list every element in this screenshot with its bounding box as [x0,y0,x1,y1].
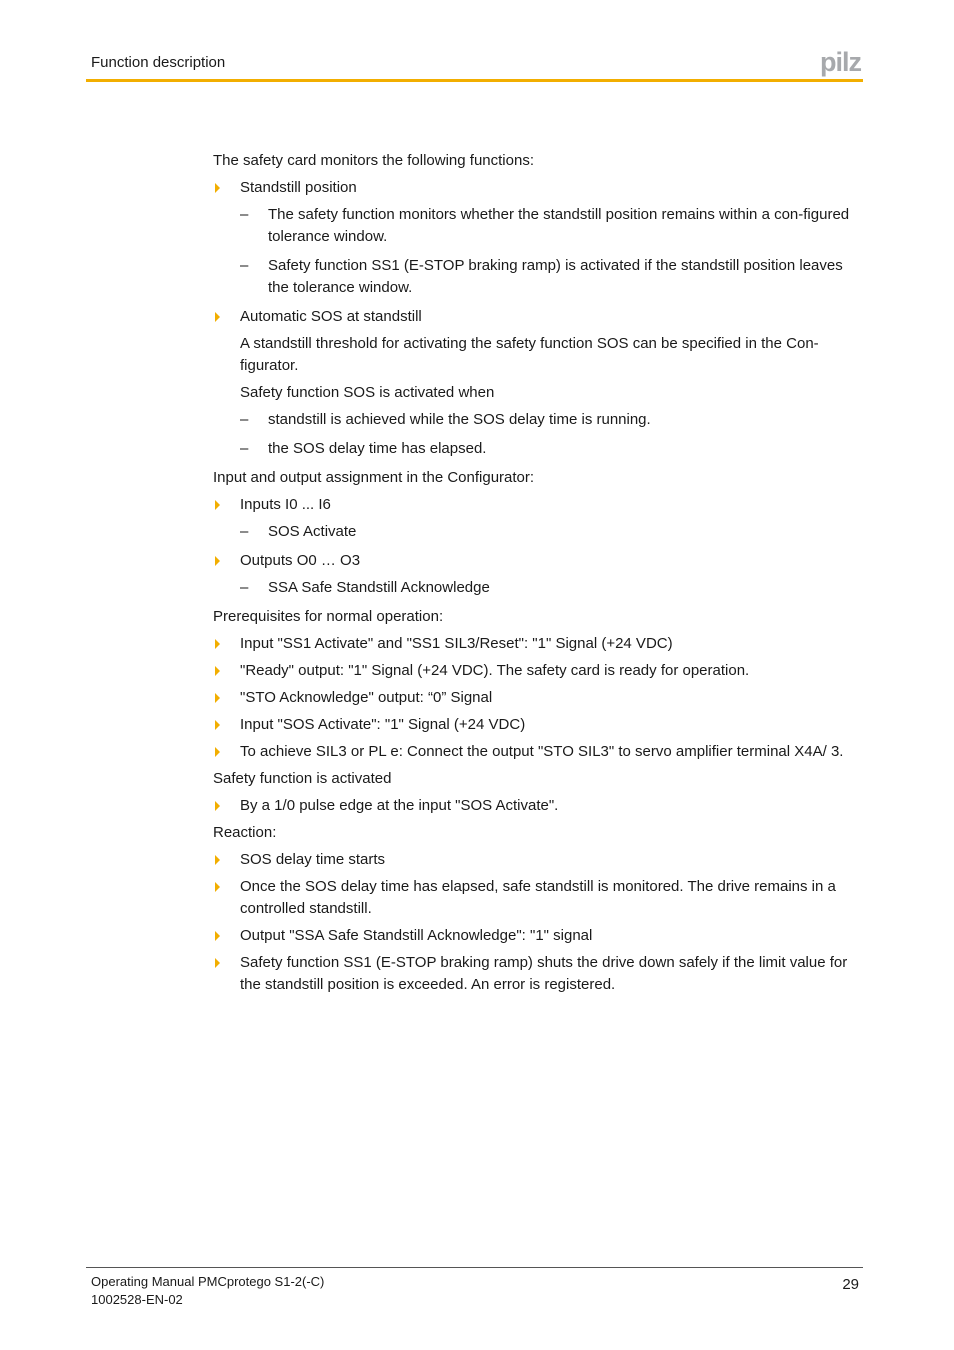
list-item: Outputs O0 … O3 [213,550,863,572]
triangle-bullet-icon [215,747,220,757]
dash-bullet-icon: – [240,206,249,223]
triangle-bullet-icon [215,720,220,730]
footer-rule [86,1267,863,1268]
dash-bullet-icon: – [240,411,249,428]
page-content [213,150,863,1001]
header-title: Function description [91,54,226,71]
triangle-bullet-icon [215,958,220,968]
list-item: SOS delay time starts [213,849,863,871]
description-text: A standstill threshold for activating the safety function SOS can be specified in the Con-figurator. [240,335,819,374]
list-item: Input "SOS Activate": "1" Signal (+24 VDC) [213,714,863,736]
list-item: Safety function SS1 (E-STOP braking ramp) shuts the drive down safely if the limit value for the standstill position is exceeded. An error is registered. [213,952,863,996]
list-item: Inputs I0 ... I6 [213,494,863,516]
page-number: 29 [842,1276,859,1293]
activated-heading: Safety function is activated [213,770,392,787]
reaction-heading: Reaction: [213,824,277,841]
dash-bullet-icon: – [240,523,249,540]
activated-when-text: Safety function SOS is activated when [240,384,495,401]
sub-list-item: – Safety function SS1 (E-STOP braking ramp) is activated if the standstill position leaves the tolerance window. [240,257,843,296]
list-item: "STO Acknowledge" output: “0” Signal [213,687,863,709]
triangle-bullet-icon [215,312,220,322]
list-item: "Ready" output: "1" Signal (+24 VDC). The safety card is ready for operation. [213,660,863,682]
sub-list-item: – SOS Activate [213,521,863,543]
footer-info [91,1273,324,1309]
triangle-bullet-icon [215,882,220,892]
dash-bullet-icon: – [240,579,249,596]
dash-bullet-icon: – [240,440,249,457]
list-item: To achieve SIL3 or PL e: Connect the output "STO SIL3" to servo amplifier terminal X4A/ 3. [213,741,863,763]
list-item: Once the SOS delay time has elapsed, safe standstill is monitored. The drive remains in a controlled standstill. [213,876,863,920]
triangle-bullet-icon [215,183,220,193]
manual-title: Operating Manual PMCprotego S1-2(-C) [91,1274,325,1289]
list-item: Standstill position [213,177,863,199]
triangle-bullet-icon [215,500,220,510]
triangle-bullet-icon [215,666,220,676]
list-item: Output "SSA Safe Standstill Acknowledge": "1" signal [213,925,863,947]
sub-list-item: – the SOS delay time has elapsed. [213,438,863,460]
intro-text: The safety card monitors the following functions: [213,152,534,169]
list-item: By a 1/0 pulse edge at the input "SOS Activate". [213,795,863,817]
io-heading: Input and output assignment in the Configurator: [213,469,535,486]
sub-list-item: – SSA Safe Standstill Acknowledge [213,577,863,599]
pilz-logo: pilz [820,47,861,77]
triangle-bullet-icon [215,693,220,703]
list-item: Input "SS1 Activate" and "SS1 SIL3/Reset": "1" Signal (+24 VDC) [213,633,863,655]
triangle-bullet-icon [215,931,220,941]
sub-list-item: – standstill is achieved while the SOS delay time is running. [213,409,863,431]
list-item: Automatic SOS at standstill [213,306,863,328]
triangle-bullet-icon [215,556,220,566]
triangle-bullet-icon [215,855,220,865]
header-rule [86,79,863,82]
sub-list-item: – The safety function monitors whether the standstill position remains within a con-figured tolerance window. [240,206,850,245]
triangle-bullet-icon [215,639,220,649]
dash-bullet-icon: – [240,257,249,274]
prereq-heading: Prerequisites for normal operation: [213,608,444,625]
triangle-bullet-icon [215,801,220,811]
document-number: 1002528-EN-02 [91,1292,183,1307]
